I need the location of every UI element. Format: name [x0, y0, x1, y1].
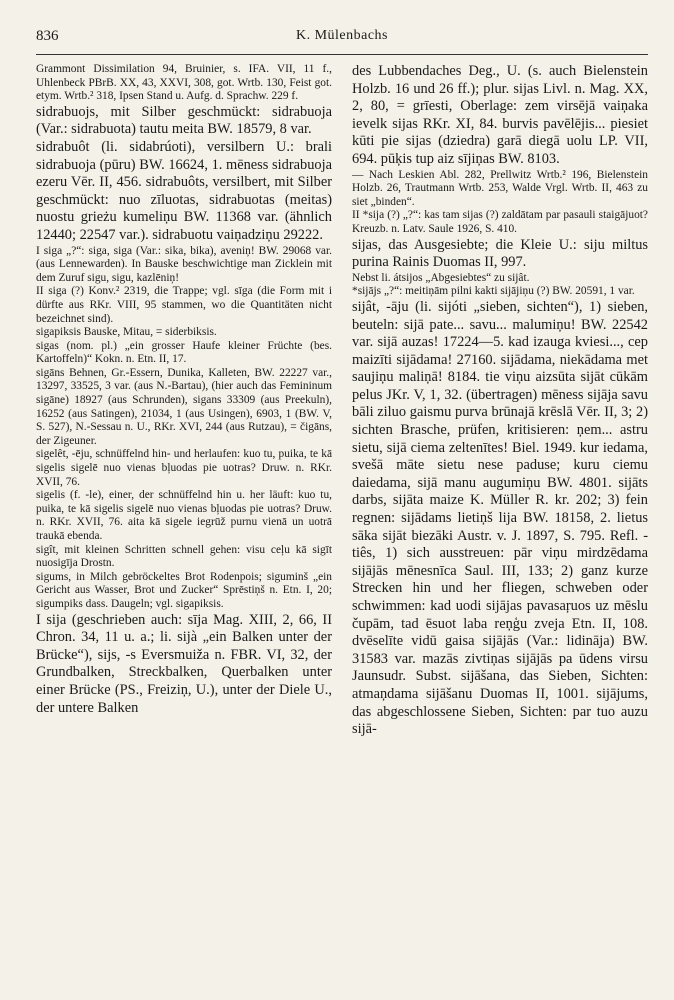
- dictionary-entry: Nebst li. átsijos „Abgesiebtes“ zu sijât.: [352, 271, 530, 284]
- dictionary-entry: des Lubbendaches Deg., U. (s. auch Bielenstein Holzb. 16 und 26 ff.); plur. sijas Livl. n. Mag. XX, 2, 80, = grīesti, Oberlage: zem virsējā vaiņaka ievelk sijas RKr. XI, 84. burvis pavēlējis... piesiet kūti pie sijas (dziedra) garā diegā uolu LP. VII, 694. pūķis tup aiz sījiņas BW. 8103.: [352, 63, 648, 167]
- header-rule: [36, 54, 648, 55]
- columns: [36, 63, 648, 739]
- dictionary-entry: *sijājs „?“: meitiņām pilni kakti sijājiņu (?) BW. 20591, 1 var.: [352, 285, 635, 298]
- dictionary-entry: — Nach Leskien Abl. 282, Prellwitz Wrtb.² 196, Bielenstein Holzb. 26, Trautmann Wrtb. 253, Walde Vrgl. Wrtb. II, 463 zu siet „binden“.: [352, 168, 648, 208]
- dictionary-entry: sigāns Behnen, Gr.-Essern, Dunika, Kalleten, BW. 22227 var., 13297, 33525, 3 var. (aus N.-Bartau), (hier auch das Femininum sigāne) 18927 (aus Schrunden), sigans 33309 (aus Preekuln), 16252 (aus Satingen), 21034, 1 (aus Usingen), 6903, 1 (BW. V, S. 527), N.-Sessau n. U., RKr. XVI, 244 (aus Rutzau), = čigāns, der Zigeuner.: [36, 366, 332, 447]
- right-column: [352, 63, 648, 739]
- dictionary-entry: sidrabuojs, mit Silber geschmückt: sidrabuoja (Var.: sidrabuota) tautu meita BW. 18579, 8 var.: [36, 103, 332, 138]
- dictionary-entry: sigît, mit kleinen Schritten schnell gehen: visu ceļu kā sigīt nuosigīja Drostn.: [36, 543, 332, 570]
- dictionary-entry: sigums, in Milch gebröckeltes Brot Rodenpois; siguminš „ein Gericht aus Wasser, Brot und Zucker“ Sprēstiņš n. Etn. I, 20; sigumpiks dass. Daugeln; vgl. sigapiksis.: [36, 570, 332, 610]
- dictionary-entry: II *sija (?) „?“: kas tam sijas (?) zaldātam par pasauli staigājuot? Kreuzb. n. Latv. Saule 1926, S. 410.: [352, 209, 648, 235]
- dictionary-entry: I siga „?“: siga, siga (Var.: sika, bika), aveniņ! BW. 29068 var. (aus Lennewarden). In Bauske beschwichtige man Zicklein mit dem Zuruf sigu, sigu, kazlēniņ!: [36, 244, 332, 284]
- dictionary-entry: sigas (nom. pl.) „ein grosser Haufe kleiner Früchte (bes. Kartoffeln)“ Kokn. n. Etn. II, 17.: [36, 339, 332, 366]
- left-column: [36, 63, 332, 739]
- page-header: [36, 28, 648, 50]
- dictionary-entry: sigelêt, -ēju, schnüffelnd hin- und herlaufen: kuo tu, puika, te kā sigelis sigelē nuo vienas bļuodas pie uotras? Druw. n. RKr. XVII, 76.: [36, 448, 332, 488]
- running-head: K. Mülenbachs: [295, 28, 389, 43]
- dictionary-entry: sijât, -āju (li. sijóti „sieben, sichten“), 1) sieben, beuteln: sijā pate... savu... malumiņu! BW. 22542 var. sijā auzas! 17224—5. kad izauga kviesi..., cep maizīti sijādama! 27160. sijādama, niekādama met saujiņu maliņā! 8184. tie viņu aizsūta sijāt cūkām pelus JKr. V, 1, 32. (übertragen) mēness sijāja savu bāli ziluo gaismu purva brūnajā krēslā Vēr. II, 3; 2) sichten Brasche, prüfen, kritisieren: ņem... astru sietu, sijā ciema zeltenītes! Biel. 1949. kur iedama, svešā māte sietu nese paduse; kuru ciemu daiedama, sijā manu augumiņu BW. 4801. sijāts darbs, sijāta maize K. Müller R. kr. 202; 3) fein regnen: sijādams lietiņš lija BW. 18158, 2. lietus sāka sijāt biezāki Austr. v. J. 1897, S. 795. Refl. -tiês, 1) sich ausstreuen: pār viņu mirdzēdama sijājās mēnesnīca Saul. III, 133; 2) ganz kurze Strecken hin und her fliegen, schweben oder schwimmen: kad uodi sijājas pavasaŗuos uz mēslu čupām, tad ēsuot laba reņģu zveja Etn. II, 108. dvēselīte vidū gaisa sijājās (Var.: lidināja) BW. 31583 var. mazās zivtiņas sijājās pa ūdens virsu Jaunsudr. Subst. sijāšana, das Sieben, Sichten: atmaņdama sijāšanu Duomas II, 1001. sijājums, das abgeschlossene Sieben, Sichten: par tuo auzu sijā-: [352, 298, 648, 738]
- dictionary-entry: Grammont Dissimilation 94, Bruinier, s. IFA. VII, 11 f., Uhlenbeck PBrB. XX, 43, XXVI, 308, got. Wrtb. 130, Feist got. etym. Wrtb.² 318, Ipsen Stand u. Aufg. d. Sprachw. 229 f.: [36, 63, 332, 103]
- page-number: 836: [36, 28, 59, 44]
- dictionary-entry: I sija (geschrieben auch: sīja Mag. XIII, 2, 66, II Chron. 34, 11 u. a.; li. sijà „ein Balken unter der Brücke“), sijs, -s Eversmuiža n. FBR. VI, 32, der Grundbalken, Streckbalken, Querbalken unter einer Brücke (PS., Freiziņ, U.), unter der Diele U., der untere Balken: [36, 611, 332, 716]
- dictionary-entry: II siga (?) Konv.² 2319, die Trappe; vgl. sīga (die Form mit i dürfte aus RKr. VIII, 95 stammen, wo die Quantitäten nicht bezeichnet sind).: [36, 285, 332, 325]
- dictionary-entry: sidrabuôt (li. sidabrúoti), versilbern U.: brali sidrabuoja (pūru) BW. 16624, 1. mēness sidrabuoja ezeru Vēr. II, 456. sidrabuôts, versilbert, mit Silber geschmückt: nuo zīluotas, sidrabuotas (meitas) nuostu grieżu kumeliņu BW. 11368 var. (ähnlich 12440; 22547 var.). sidrabuotu vaiņadziņu 29222.: [36, 138, 332, 243]
- dictionary-entry: sigapiksis Bauske, Mitau, = siderbiksis.: [36, 326, 217, 339]
- dictionary-entry: sijas, das Ausgesiebte; die Kleie U.: siju miltus purina Rainis Duomas II, 997.: [352, 236, 648, 271]
- dictionary-entry: sigelis (f. -le), einer, der schnüffelnd hin u. her läuft: kuo tu, puika, te kā sigelis sigelē nuo vienas bļuodas pie uotras? Druw. n. RKr. XVII, 76. aita kā sigele iegrūž purnu vienā un uotrā traukā ebenda.: [36, 489, 332, 542]
